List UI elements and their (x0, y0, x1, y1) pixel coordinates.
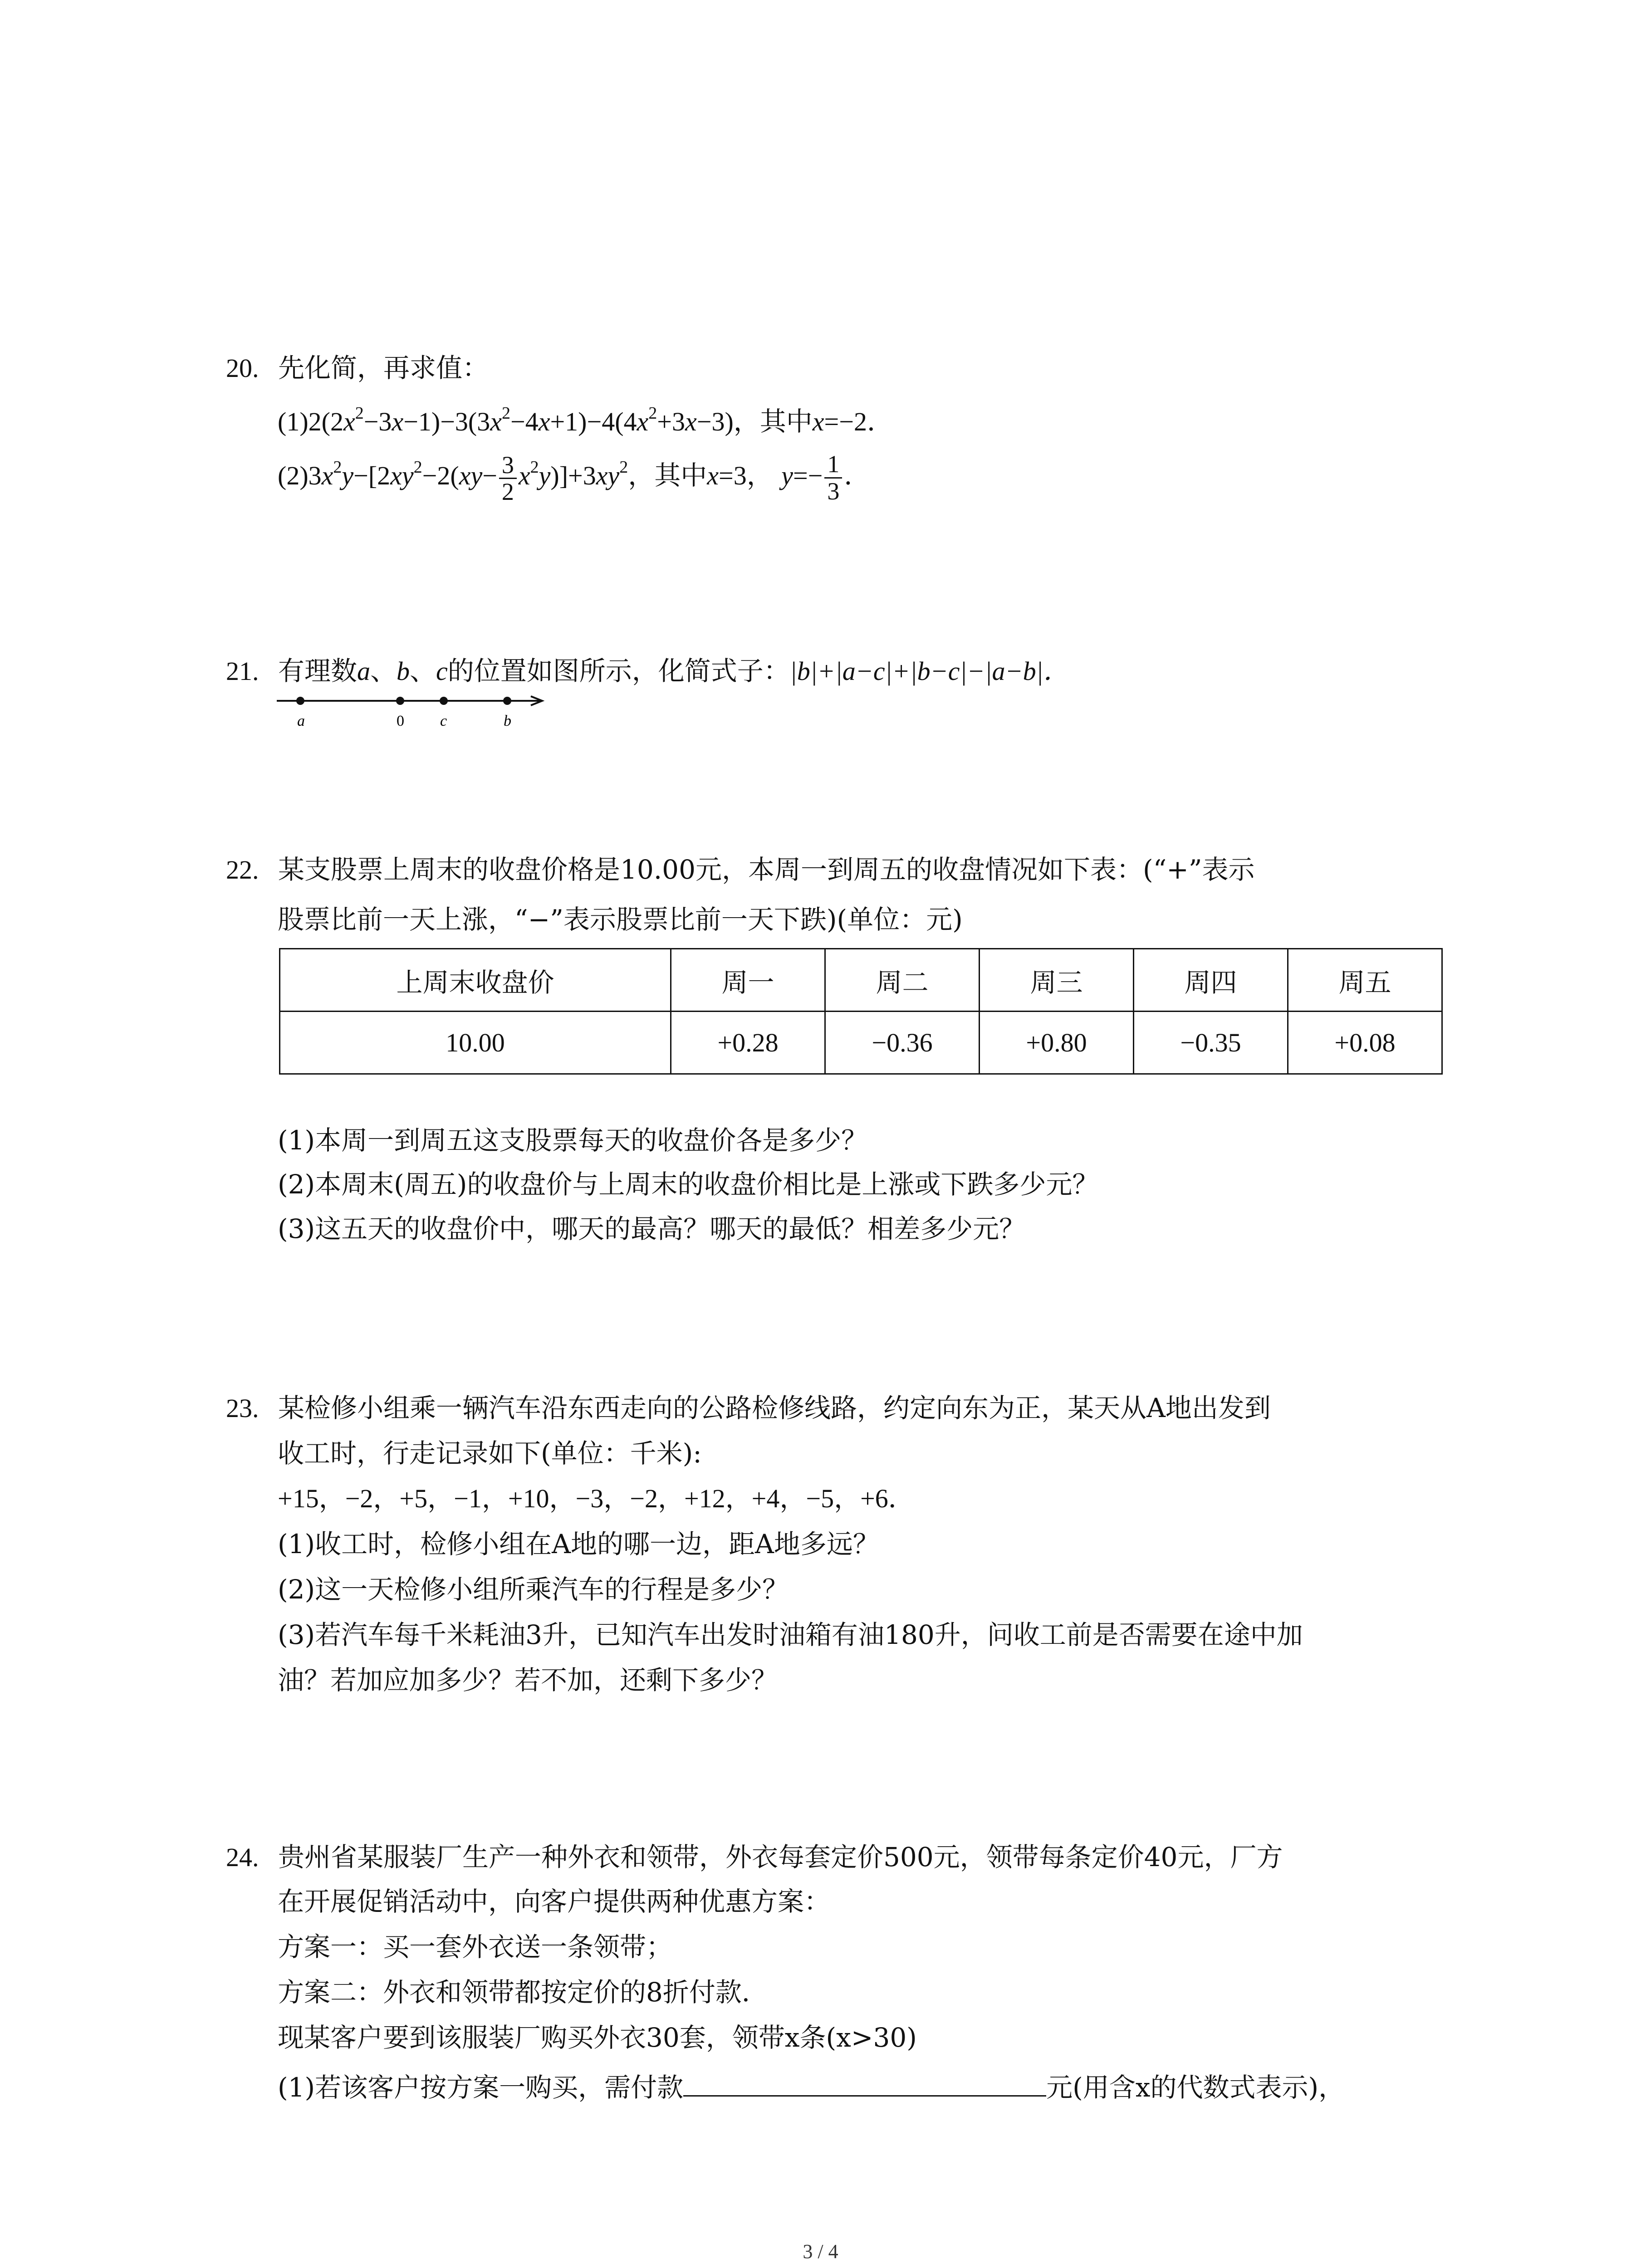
q20-part2-label: (2) (278, 461, 309, 491)
q21-text-mid: 的位置如图所示，化简式子： (447, 655, 790, 686)
table-header: 周三 (980, 949, 1134, 1012)
q20-part2-x-value: =3， (719, 461, 773, 491)
q20-part2-expression: $3x^2y-[2xy^2-2(xy-$ $\frac{3}{2}$ $x^2y)]+3xy^2$ (308, 451, 628, 506)
table-header: 周二 (825, 949, 980, 1012)
q22-number: 22. (226, 855, 259, 885)
q20-part1: $(1)2(2x^2-3x-1)-3(3x^2-4x+1)-4(4x^2+3x-3)$，其中x=−2． (278, 404, 893, 437)
table-header: 上周末收盘价 (280, 949, 671, 1012)
table-header: 周五 (1288, 949, 1442, 1012)
q23-text-line1: 某检修小组乘一辆汽车沿东西走向的公路检修线路，约定向东为正，某天从A地出发到 (278, 1393, 1271, 1423)
table-row (280, 1012, 1442, 1074)
q20-number: 20. (226, 353, 259, 383)
q22-line1 (226, 856, 1255, 883)
point-a (296, 697, 304, 705)
q20-part1-value: =−2． (824, 407, 893, 436)
point-0 (396, 697, 404, 705)
table-header: 周四 (1133, 949, 1288, 1012)
q20-fraction-1-3: $\frac{1}{3}$ (824, 451, 842, 504)
q22-sub3: (3)这五天的收盘价中，哪天的最高？哪天的最低？相差多少元？ (278, 1213, 1026, 1244)
q20-part1-condition: ，其中 (733, 406, 813, 437)
table-cell: +0.28 (671, 1012, 825, 1074)
q24-plan2: 方案二：外衣和领带都按定价的8折付款． (278, 1977, 768, 2008)
q20-stem: 先化简，再求值： (278, 352, 489, 383)
q23-sub1: (1)收工时，检修小组在A地的哪一边，距A地多远？ (278, 1529, 879, 1559)
q20-part1-label: (1) (278, 407, 309, 436)
table-cell: −0.35 (1133, 1012, 1288, 1074)
stock-table (279, 948, 1443, 1075)
q23-line1 (226, 1395, 1271, 1422)
q21-expression: |b|+|a−c|+|b−c|−|a−b|． (789, 656, 1070, 686)
q21-line: 21. 有理数a、b、c的位置如图所示，化简式子：|b|+|a−c|+|b−c|−|a−b|． (226, 655, 1070, 686)
q24-plan1: 方案一：买一套外衣送一条领带； (278, 1931, 673, 1962)
q20-part2-y-value: =− (793, 461, 823, 491)
table-header: 周一 (671, 949, 825, 1012)
label-a: a (297, 713, 305, 729)
q23-sub3a: (3)若汽车每千米耗油3升，已知汽车出发时油箱有油180升，问收工前是否需要在途中加 (278, 1619, 1303, 1650)
q23-line2: 收工时，行走记录如下(单位：千米): (278, 1438, 702, 1469)
q21-number: 21. (226, 656, 259, 686)
q20-fraction-3-2: $\frac{3}{2}$ (499, 452, 517, 505)
q23-sub2: (2)这一天检修小组所乘汽车的行程是多少？ (278, 1574, 789, 1605)
q20-part1-expression: $2(2x^2-3x-1)-3(3x^2-4x+1)-4(4x^2+3x-3)$ (308, 404, 734, 436)
q24-text-line1: 贵州省某服装厂生产一种外衣和领带，外衣每套定价500元，领带每条定价40元，厂方 (278, 1842, 1283, 1872)
q24-sub1-before: (1)若该客户按方案一购买，需付款 (278, 2072, 684, 2103)
label-b: b (504, 713, 511, 729)
table-cell: +0.08 (1288, 1012, 1442, 1074)
q23-sub3b: 油？若加应加多少？若不加，还剩下多少？ (278, 1665, 778, 1696)
q20-part2-condition: ，其中 (628, 460, 707, 491)
q24-sub1 (278, 2070, 1345, 2101)
table-cell: 10.00 (280, 1012, 671, 1074)
q24-sub1-after: 元(用含x的代数式表示)， (1046, 2072, 1345, 2103)
q23-record: +15，−2，+5，−1，+10，−3，−2，+12，+4，−5，+6． (278, 1484, 915, 1513)
q21-text-before: 有理数 (278, 655, 357, 686)
q22-line2: 股票比前一天上涨，“−”表示股票比前一天下跌)(单位：元) (278, 904, 963, 935)
q22-sub2: (2)本周末(周五)的收盘价与上周末的收盘价相比是上涨或下跌多少元？ (278, 1169, 1099, 1200)
q23-number: 23. (226, 1393, 259, 1423)
q20-heading (226, 352, 489, 383)
page-number: 3 / 4 (803, 2240, 838, 2263)
q20-part2: $(2)3x^2y-[2xy^2-2(xy-$ $\frac{3}{2}$ $x^2y)]+3xy^2$，其中x=3， y=− $\frac{1}{3}$ ． (278, 450, 871, 506)
table-cell: +0.80 (980, 1012, 1134, 1074)
label-0: 0 (397, 713, 404, 729)
q24-line5: 现某客户要到该服装厂购买外衣30套，领带x条(x>30) (278, 2022, 917, 2053)
q22-sub1: (1)本周一到周五这支股票每天的收盘价各是多少？ (278, 1125, 868, 1156)
answer-blank[interactable] (683, 2070, 1046, 2097)
q21-number-line (277, 692, 549, 733)
table-row (280, 949, 1442, 1012)
point-c (440, 697, 448, 705)
q24-line2: 在开展促销活动中，向客户提供两种优惠方案： (278, 1886, 831, 1917)
q22-text-line1: 某支股票上周末的收盘价格是10.00元，本周一到周五的收盘情况如下表：(“+”表示 (278, 854, 1255, 885)
q24-number: 24. (226, 1843, 259, 1872)
point-b (503, 697, 511, 705)
q24-line1 (226, 1844, 1283, 1871)
label-c: c (440, 713, 447, 729)
table-cell: −0.36 (825, 1012, 980, 1074)
